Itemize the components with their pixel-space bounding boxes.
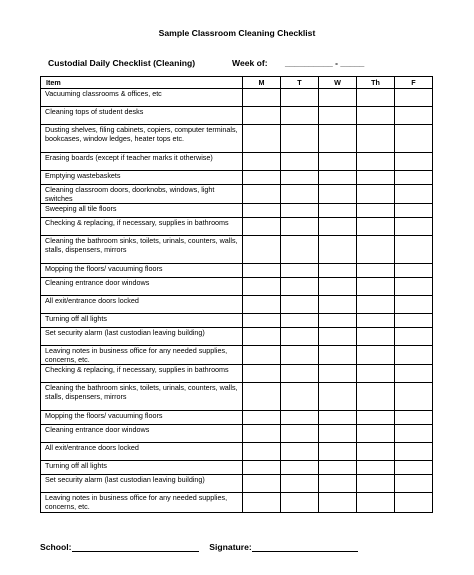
checkbox-cell-thursday[interactable] [357,264,395,278]
checkbox-cell-thursday[interactable] [357,125,395,153]
checkbox-cell-monday[interactable] [243,171,281,185]
checkbox-cell-wednesday[interactable] [319,461,357,475]
task-item-text: Set security alarm (last custodian leaving building) [41,328,243,346]
checkbox-cell-wednesday[interactable] [319,383,357,411]
checkbox-cell-thursday[interactable] [357,346,395,365]
table-row [41,383,433,411]
task-item-text: Vacuuming classrooms & offices, etc [41,89,243,107]
checkbox-cell-tuesday[interactable] [281,346,319,365]
checkbox-cell-wednesday[interactable] [319,236,357,264]
checkbox-cell-monday[interactable] [243,278,281,296]
checkbox-cell-monday[interactable] [243,264,281,278]
checkbox-cell-wednesday[interactable] [319,443,357,461]
checkbox-cell-monday[interactable] [243,425,281,443]
checkbox-cell-friday[interactable] [395,278,433,296]
table-row [41,314,433,328]
checkbox-cell-wednesday[interactable] [319,493,357,513]
column-header-wednesday: W [319,77,357,89]
table-row [41,236,433,264]
table-row [41,411,433,425]
signature-blank-line[interactable] [252,542,358,552]
checkbox-cell-wednesday[interactable] [319,328,357,346]
checkbox-cell-wednesday[interactable] [319,346,357,365]
checkbox-cell-monday[interactable] [243,107,281,125]
checkbox-cell-monday[interactable] [243,185,281,204]
task-item-text: Set security alarm (last custodian leaving building) [41,475,243,493]
checkbox-cell-monday[interactable] [243,475,281,493]
checkbox-cell-monday[interactable] [243,461,281,475]
checkbox-cell-friday[interactable] [395,443,433,461]
table-row [41,493,433,513]
cleaning-checklist-table [40,76,433,513]
task-item-text: Emptying wastebaskets [41,171,243,185]
task-item-text: Mopping the floors/ vacuuming floors [41,264,243,278]
checkbox-cell-tuesday[interactable] [281,107,319,125]
task-item-text: Cleaning classroom doors, doorknobs, windows, light switches [41,185,243,204]
checkbox-cell-thursday[interactable] [357,314,395,328]
column-header-friday: F [395,77,433,89]
task-item-text: Cleaning the bathroom sinks, toilets, urinals, counters, walls, stalls, dispensers, mirrors [41,236,243,264]
checkbox-cell-tuesday[interactable] [281,461,319,475]
checkbox-cell-thursday[interactable] [357,328,395,346]
form-footer [40,542,358,552]
checkbox-cell-wednesday[interactable] [319,475,357,493]
table-row [41,328,433,346]
checkbox-cell-friday[interactable] [395,218,433,236]
checkbox-cell-wednesday[interactable] [319,365,357,383]
checkbox-cell-monday[interactable] [243,314,281,328]
column-header-tuesday: T [281,77,319,89]
task-item-text: Cleaning entrance door windows [41,278,243,296]
checkbox-cell-thursday[interactable] [357,185,395,204]
checkbox-cell-tuesday[interactable] [281,328,319,346]
task-item-text: Dusting shelves, filing cabinets, copiers, computer terminals, bookcases, window ledges, heater tops etc. [41,125,243,153]
checkbox-cell-thursday[interactable] [357,411,395,425]
table-row [41,461,433,475]
checkbox-cell-tuesday[interactable] [281,383,319,411]
task-item-text: Sweeping all tile floors [41,204,243,218]
task-item-text: Turning off all lights [41,314,243,328]
checkbox-cell-wednesday[interactable] [319,425,357,443]
checkbox-cell-tuesday[interactable] [281,411,319,425]
checkbox-cell-wednesday[interactable] [319,107,357,125]
checkbox-cell-tuesday[interactable] [281,153,319,171]
checkbox-cell-thursday[interactable] [357,171,395,185]
checkbox-cell-wednesday[interactable] [319,125,357,153]
checkbox-cell-monday[interactable] [243,204,281,218]
week-of-blank: __________ - _____ [285,58,365,68]
table-row [41,107,433,125]
checkbox-cell-wednesday[interactable] [319,278,357,296]
checkbox-cell-thursday[interactable] [357,107,395,125]
signature-label: Signature: [209,542,252,552]
checkbox-cell-friday[interactable] [395,411,433,425]
checkbox-cell-thursday[interactable] [357,425,395,443]
checkbox-cell-wednesday[interactable] [319,171,357,185]
checkbox-cell-monday[interactable] [243,236,281,264]
table-row [41,125,433,153]
checkbox-cell-tuesday[interactable] [281,365,319,383]
checkbox-cell-thursday[interactable] [357,204,395,218]
column-header-thursday: Th [357,77,395,89]
checkbox-cell-tuesday[interactable] [281,236,319,264]
table-row [41,443,433,461]
checkbox-cell-thursday[interactable] [357,443,395,461]
checkbox-cell-friday[interactable] [395,328,433,346]
checkbox-cell-monday[interactable] [243,153,281,171]
week-of-label: Week of: [232,58,268,68]
checkbox-cell-tuesday[interactable] [281,171,319,185]
checkbox-cell-thursday[interactable] [357,493,395,513]
checkbox-cell-tuesday[interactable] [281,89,319,107]
task-item-text: Erasing boards (except if teacher marks it otherwise) [41,153,243,171]
checkbox-cell-wednesday[interactable] [319,218,357,236]
checkbox-cell-monday[interactable] [243,125,281,153]
checkbox-cell-thursday[interactable] [357,153,395,171]
checkbox-cell-tuesday[interactable] [281,493,319,513]
checklist-subheading: Custodial Daily Checklist (Cleaning) [48,58,196,68]
task-item-text: Cleaning entrance door windows [41,425,243,443]
checkbox-cell-thursday[interactable] [357,365,395,383]
checkbox-cell-friday[interactable] [395,153,433,171]
checkbox-cell-thursday[interactable] [357,278,395,296]
checkbox-cell-friday[interactable] [395,125,433,153]
checkbox-cell-friday[interactable] [395,185,433,204]
task-item-text: All exit/entrance doors locked [41,296,243,314]
checkbox-cell-monday[interactable] [243,346,281,365]
checkbox-cell-tuesday[interactable] [281,278,319,296]
checkbox-cell-friday[interactable] [395,461,433,475]
checkbox-cell-wednesday[interactable] [319,296,357,314]
checkbox-cell-tuesday[interactable] [281,314,319,328]
checkbox-cell-friday[interactable] [395,107,433,125]
task-item-text: Cleaning tops of student desks [41,107,243,125]
checkbox-cell-friday[interactable] [395,89,433,107]
checkbox-cell-wednesday[interactable] [319,89,357,107]
school-blank-line[interactable] [72,542,199,552]
checkbox-cell-friday[interactable] [395,475,433,493]
checkbox-cell-thursday[interactable] [357,461,395,475]
table-row [41,185,433,204]
checkbox-cell-tuesday[interactable] [281,125,319,153]
checkbox-cell-monday[interactable] [243,443,281,461]
checkbox-cell-thursday[interactable] [357,383,395,411]
table-row [41,278,433,296]
checkbox-cell-friday[interactable] [395,493,433,513]
checkbox-cell-friday[interactable] [395,383,433,411]
table-row [41,171,433,185]
table-row [41,204,433,218]
checkbox-cell-thursday[interactable] [357,218,395,236]
checkbox-cell-friday[interactable] [395,264,433,278]
task-item-text: Cleaning the bathroom sinks, toilets, urinals, counters, walls, stalls, dispensers, mirrors [41,383,243,411]
checkbox-cell-monday[interactable] [243,89,281,107]
checkbox-cell-friday[interactable] [395,171,433,185]
checkbox-cell-tuesday[interactable] [281,218,319,236]
task-item-text: Leaving notes in business office for any needed supplies, concerns, etc. [41,493,243,513]
checkbox-cell-friday[interactable] [395,314,433,328]
checkbox-cell-friday[interactable] [395,425,433,443]
checkbox-cell-friday[interactable] [395,346,433,365]
table-row [41,365,433,383]
document-title: Sample Classroom Cleaning Checklist [158,28,316,38]
column-header-monday: M [243,77,281,89]
checkbox-cell-wednesday[interactable] [319,185,357,204]
checkbox-cell-friday[interactable] [395,236,433,264]
table-row [41,89,433,107]
checkbox-cell-monday[interactable] [243,365,281,383]
checkbox-cell-friday[interactable] [395,365,433,383]
checkbox-cell-monday[interactable] [243,493,281,513]
checkbox-cell-thursday[interactable] [357,475,395,493]
checklist-rows [41,89,433,513]
checkbox-cell-wednesday[interactable] [319,204,357,218]
checkbox-cell-tuesday[interactable] [281,264,319,278]
checkbox-cell-wednesday[interactable] [319,153,357,171]
checkbox-cell-monday[interactable] [243,383,281,411]
checkbox-cell-thursday[interactable] [357,236,395,264]
checkbox-cell-tuesday[interactable] [281,425,319,443]
checkbox-cell-tuesday[interactable] [281,443,319,461]
checkbox-cell-tuesday[interactable] [281,475,319,493]
task-item-text: Checking & replacing, if necessary, supplies in bathrooms [41,218,243,236]
checkbox-cell-tuesday[interactable] [281,296,319,314]
checkbox-cell-tuesday[interactable] [281,204,319,218]
checkbox-cell-wednesday[interactable] [319,314,357,328]
checkbox-cell-tuesday[interactable] [281,185,319,204]
table-row [41,475,433,493]
checkbox-cell-wednesday[interactable] [319,264,357,278]
checkbox-cell-friday[interactable] [395,204,433,218]
column-header-item: Item [41,77,243,89]
table-header-row [41,77,433,89]
checkbox-cell-monday[interactable] [243,296,281,314]
table-row [41,153,433,171]
task-item-text: Mopping the floors/ vacuuming floors [41,411,243,425]
checkbox-cell-thursday[interactable] [357,296,395,314]
table-row [41,425,433,443]
checkbox-cell-wednesday[interactable] [319,411,357,425]
table-row [41,218,433,236]
school-label: School: [40,542,72,552]
checkbox-cell-monday[interactable] [243,328,281,346]
task-item-text: Leaving notes in business office for any needed supplies, concerns, etc. [41,346,243,365]
task-item-text: Checking & replacing, if necessary, supplies in bathrooms [41,365,243,383]
table-row [41,264,433,278]
checkbox-cell-friday[interactable] [395,296,433,314]
checkbox-cell-monday[interactable] [243,218,281,236]
checkbox-cell-thursday[interactable] [357,89,395,107]
table-row [41,296,433,314]
checkbox-cell-monday[interactable] [243,411,281,425]
task-item-text: Turning off all lights [41,461,243,475]
task-item-text: All exit/entrance doors locked [41,443,243,461]
table-row [41,346,433,365]
